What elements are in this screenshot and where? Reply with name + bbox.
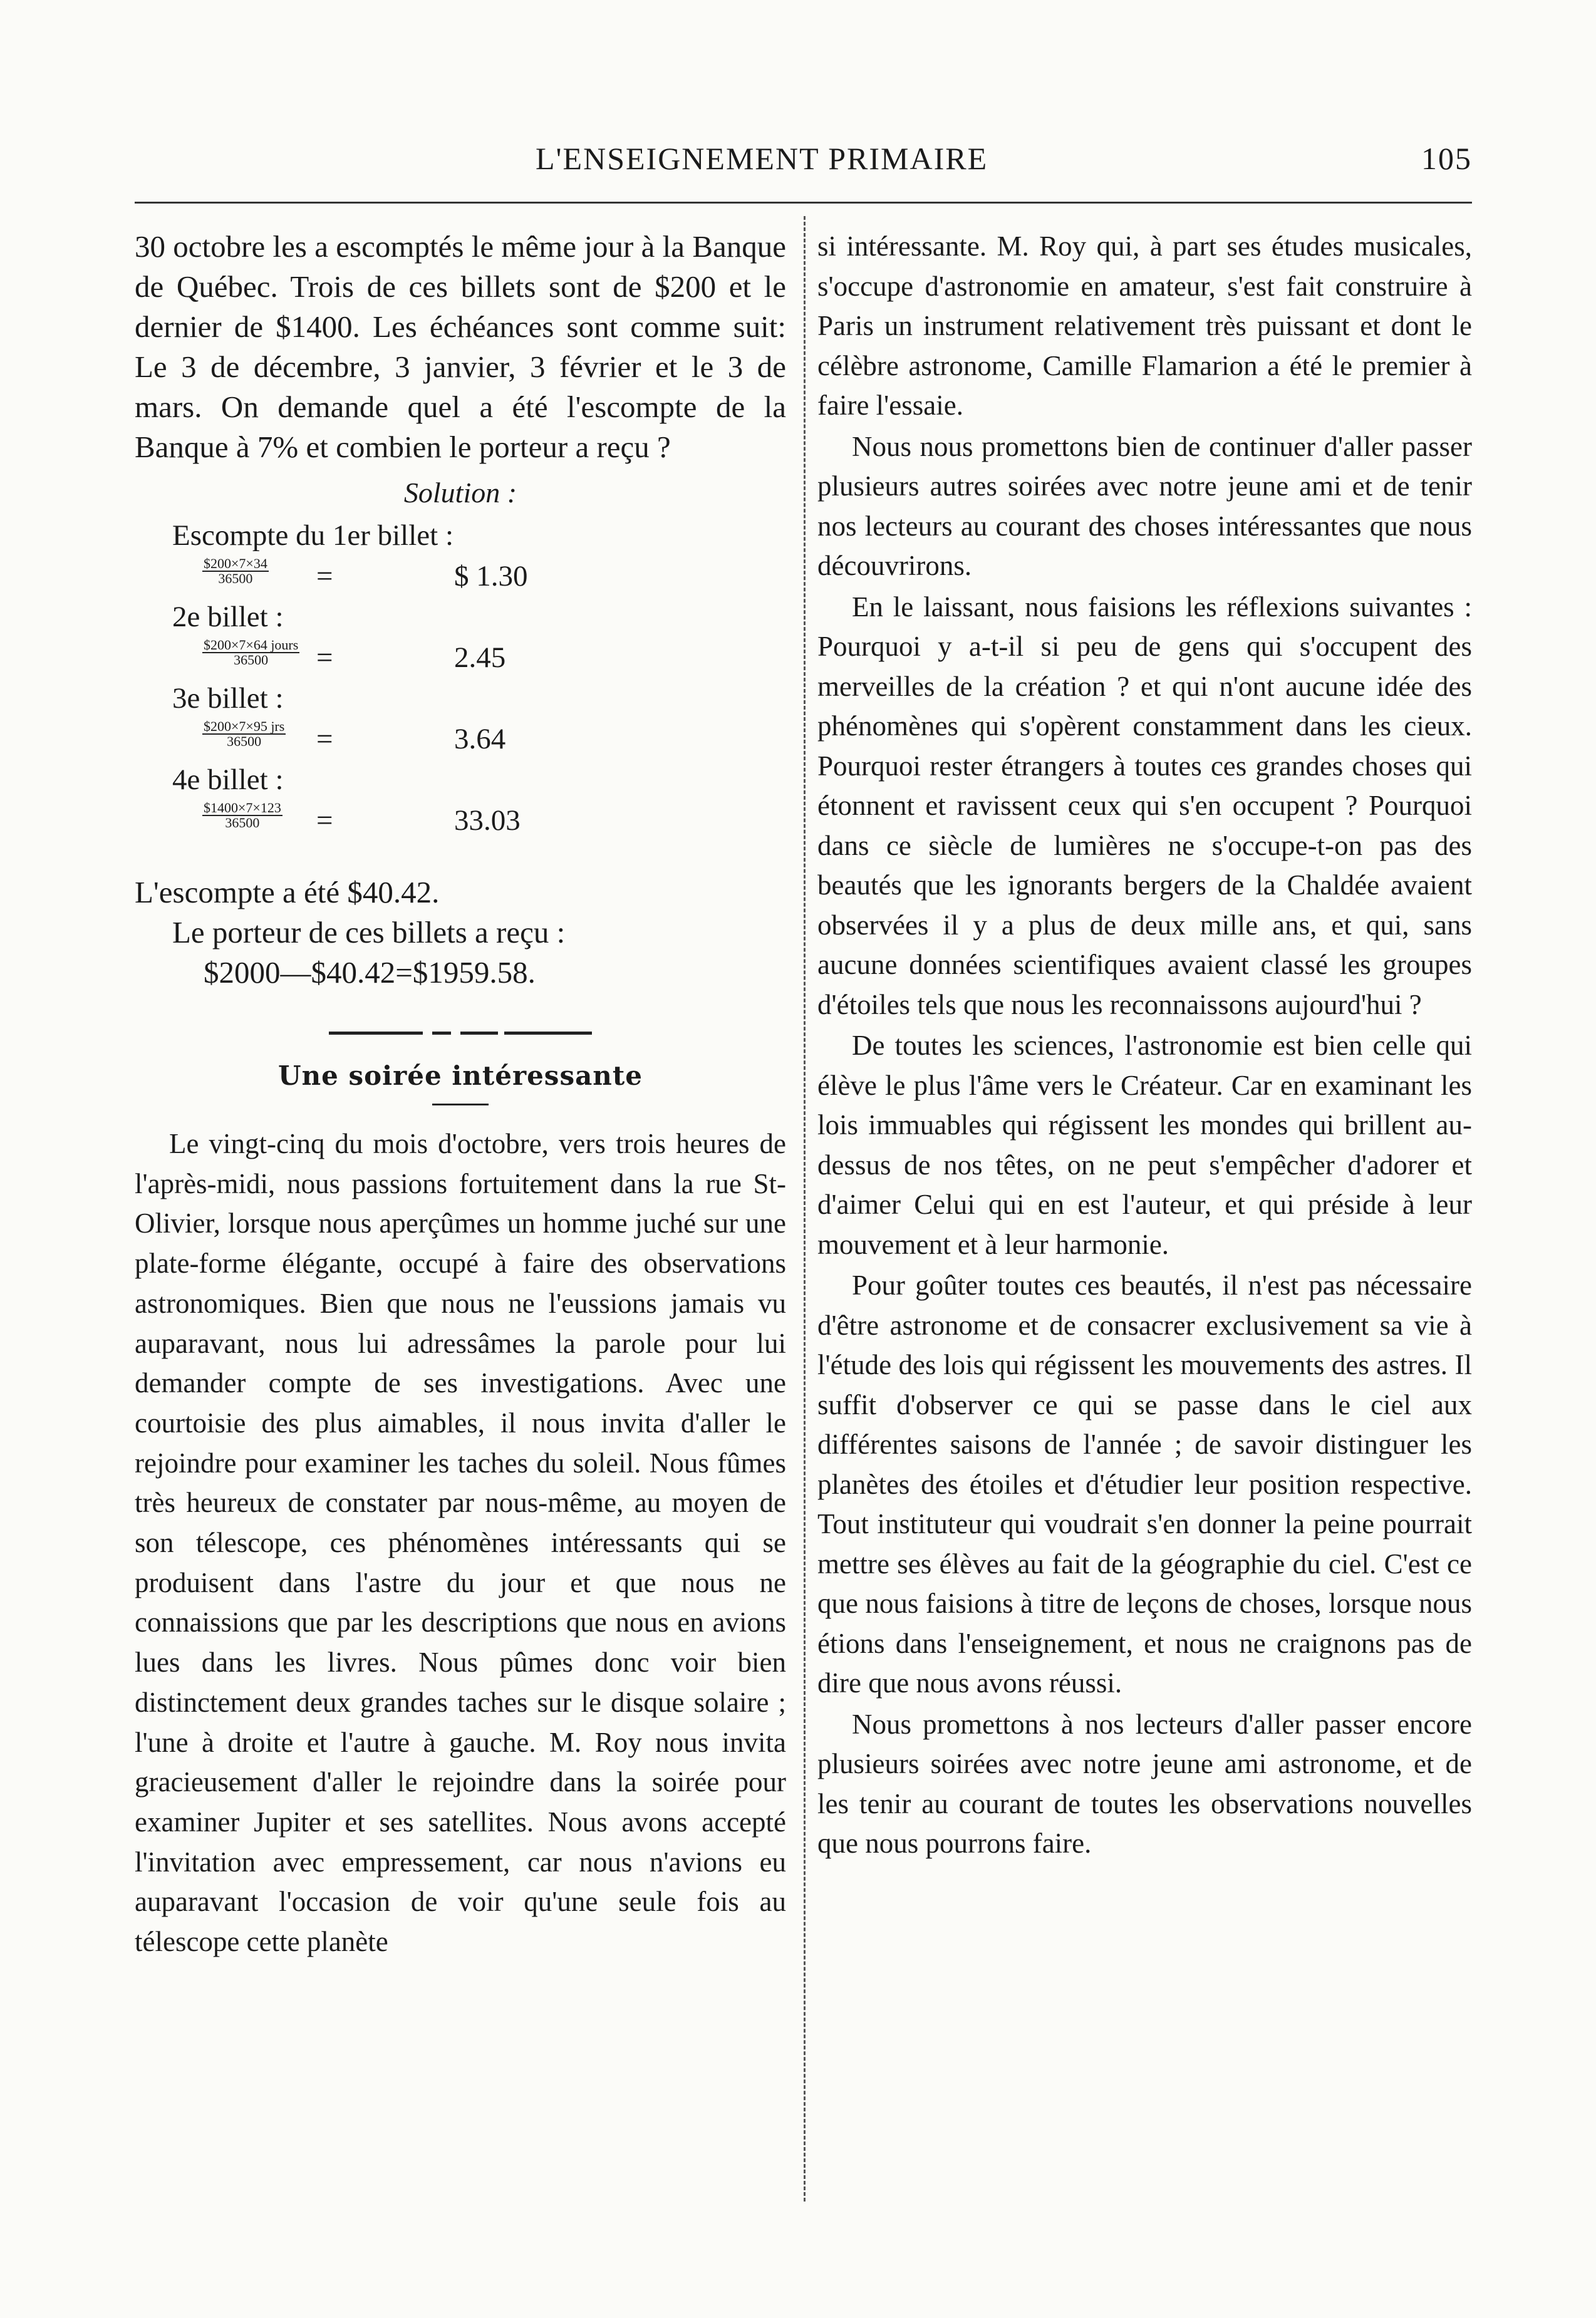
equals-sign: = bbox=[316, 641, 333, 674]
running-title: L'ENSEIGNEMENT PRIMAIRE bbox=[536, 141, 988, 176]
solution-label: Solution : bbox=[403, 477, 517, 509]
title-rule bbox=[432, 1104, 489, 1105]
numerator: $200×7×64 jours bbox=[204, 637, 299, 653]
numerator: $1400×7×123 bbox=[204, 800, 281, 815]
numerator: $200×7×95 jrs bbox=[204, 718, 285, 734]
right-column bbox=[817, 227, 1472, 1864]
fraction bbox=[202, 638, 299, 667]
section-ornament bbox=[329, 1032, 592, 1035]
calc-label-1: Escompte du 1er billet : bbox=[172, 519, 454, 552]
calc-value: 2.45 bbox=[454, 641, 506, 674]
denominator: 36500 bbox=[225, 815, 260, 830]
story-paragraph: Le vingt-cinq du mois d'octobre, vers trois heures de l'après-midi, nous passions fortuitement dans la rue St-Olivier, lorsque nous aperçûmes un homme juché sur une plate-forme élégante, occupé à faire des observations astronomiques. Bien que nous ne l'eussions jamais vu auparavant, nous lui adressâmes la parole pour lui demander compte de ses investigations. Avec une courtoisie des plus aimables, il nous invita d'aller le rejoindre pour examiner les taches du soleil. Nous fûmes très heureux de constater par nous-même, au moyen de son télescope, ces phénomènes intéressants qui se produisent dans l'astre du jour et que nous ne connaissions que par les descriptions que nous en avions lues dans les livres. Nous pûmes donc voir bien distinctement deux grandes taches sur le disque solaire ; l'une à droite et l'autre à gauche. M. Roy nous invita gracieusement d'aller le rejoindre dans la soirée pour examiner Jupiter et ses satellites. Nous avons accepté l'invitation avec empressement, car nous n'avions eu auparavant l'occasion de voir qu'une seule fois au télescope cette planète bbox=[135, 1128, 786, 1958]
paragraph-4: De toutes les sciences, l'astronomie est bien celle qui élève le plus l'âme vers le Créateur. Car en examinant les lois immuables qui régissent les mondes qui brillent au-dessus de nos têtes, on ne peut s'empêcher d'adorer et d'aimer Celui qui en est l'auteur, et qui préside à leur mouvement et à leur harmonie. bbox=[817, 1030, 1472, 1260]
denominator: 36500 bbox=[227, 733, 262, 749]
paragraph-6: Nous promettons à nos lecteurs d'aller passer encore plusieurs soirées avec notre jeune ami astronome, et de les tenir au courant de toutes les observations nouvelles que nous pourrons faire. bbox=[817, 1708, 1472, 1859]
paragraph-5: Pour goûter toutes ces beautés, il n'est pas nécessaire d'être astronome et de consacrer exclusivement sa vie à l'étude des lois qui régissent les mouvements des astres. Il suffit d'observer ce qui se passe dans le ciel aux différentes saisons de l'année ; de savoir distinguer les planètes des étoiles et d'étudier leur position respective. Tout instituteur qui voudrait s'en donner la peine pourrait mettre ses élèves au fait de la géographie du ciel. C'est ce que nous faisions à titre de leçons de choses, lorsque nous étions dans l'enseignement, et nous ne craignons pas de dire que nous avons réussi. bbox=[817, 1270, 1472, 1699]
fraction bbox=[202, 801, 282, 830]
equals-sign: = bbox=[316, 804, 333, 837]
calc-formula-3 bbox=[135, 718, 786, 760]
paragraph-3: En le laissant, nous faisions les réflexions suivantes : Pourquoi y a-t-il si peu de gens qui s'occupent des merveilles de la création ? et qui n'ont aucune idée des phénomènes qui s'opèrent constamment dans les cieux. Pourquoi rester étrangers à toutes ces grandes choses qui étonnent et ravissent ceux qui s'en occupent ? Pourquoi dans ce siècle de lumières ne s'occupe-t-on pas des beautés que les ignorants bergers de la Chaldée avaient observées il y a plus de deux mille ans, et qui, sans aucune données scientifiques avaient classé les groupes d'étoiles tels que nous les reconnaissons aujourd'hui ? bbox=[817, 591, 1472, 1020]
bearer-received-label: Le porteur de ces billets a reçu : bbox=[172, 915, 566, 949]
page-number: 105 bbox=[1421, 141, 1472, 176]
calc-label-2: 2e billet : bbox=[172, 601, 284, 633]
calc-value: $ 1.30 bbox=[454, 560, 528, 592]
calc-label-4: 4e billet : bbox=[172, 763, 284, 796]
paragraph-2: Nous nous promettons bien de continuer d'aller passer plusieurs autres soirées avec notre jeune ami et de tenir nos lecteurs au courant des choses intéressantes que nous découvrirons. bbox=[817, 430, 1472, 581]
problem-statement: 30 octobre les a escomptés le même jour à la Banque de Québec. Trois de ces billets sont de $200 et le dernier de $1400. Les échéances sont comme suit: Le 3 de décembre, 3 janvier, 3 février et le 3 de mars. On demande quel a été l'escompte de la Banque à 7% et combien le porteur a reçu ? bbox=[135, 229, 786, 464]
equals-sign: = bbox=[316, 560, 333, 592]
denominator: 36500 bbox=[234, 652, 269, 668]
section-title: Une soirée intéressante bbox=[278, 1060, 643, 1091]
bearer-received-calc: $2000—$40.42=$1959.58. bbox=[204, 955, 536, 990]
calc-label-3: 3e billet : bbox=[172, 682, 284, 715]
running-head bbox=[135, 132, 1472, 188]
fraction bbox=[202, 720, 286, 748]
calc-value: 33.03 bbox=[454, 804, 521, 837]
numerator: $200×7×34 bbox=[204, 556, 267, 571]
calc-value: 3.64 bbox=[454, 723, 506, 755]
calc-formula-4 bbox=[135, 800, 786, 841]
denominator: 36500 bbox=[218, 571, 253, 586]
calc-formula-1 bbox=[135, 556, 786, 597]
column-divider bbox=[804, 216, 806, 2202]
paragraph-1: si intéressante. M. Roy qui, à part ses études musicales, s'occupe d'astronomie en amateur, s'est fait construire à Paris un instrument relativement très puissant et dont le célèbre astronome, Camille Flamarion a été le premier à faire l'essaie. bbox=[817, 230, 1472, 421]
discount-total: L'escompte a été $40.42. bbox=[135, 875, 440, 909]
fraction bbox=[202, 557, 269, 586]
header-rule bbox=[135, 202, 1472, 204]
equals-sign: = bbox=[316, 723, 333, 755]
calc-formula-2 bbox=[135, 637, 786, 678]
left-column bbox=[135, 227, 786, 1962]
